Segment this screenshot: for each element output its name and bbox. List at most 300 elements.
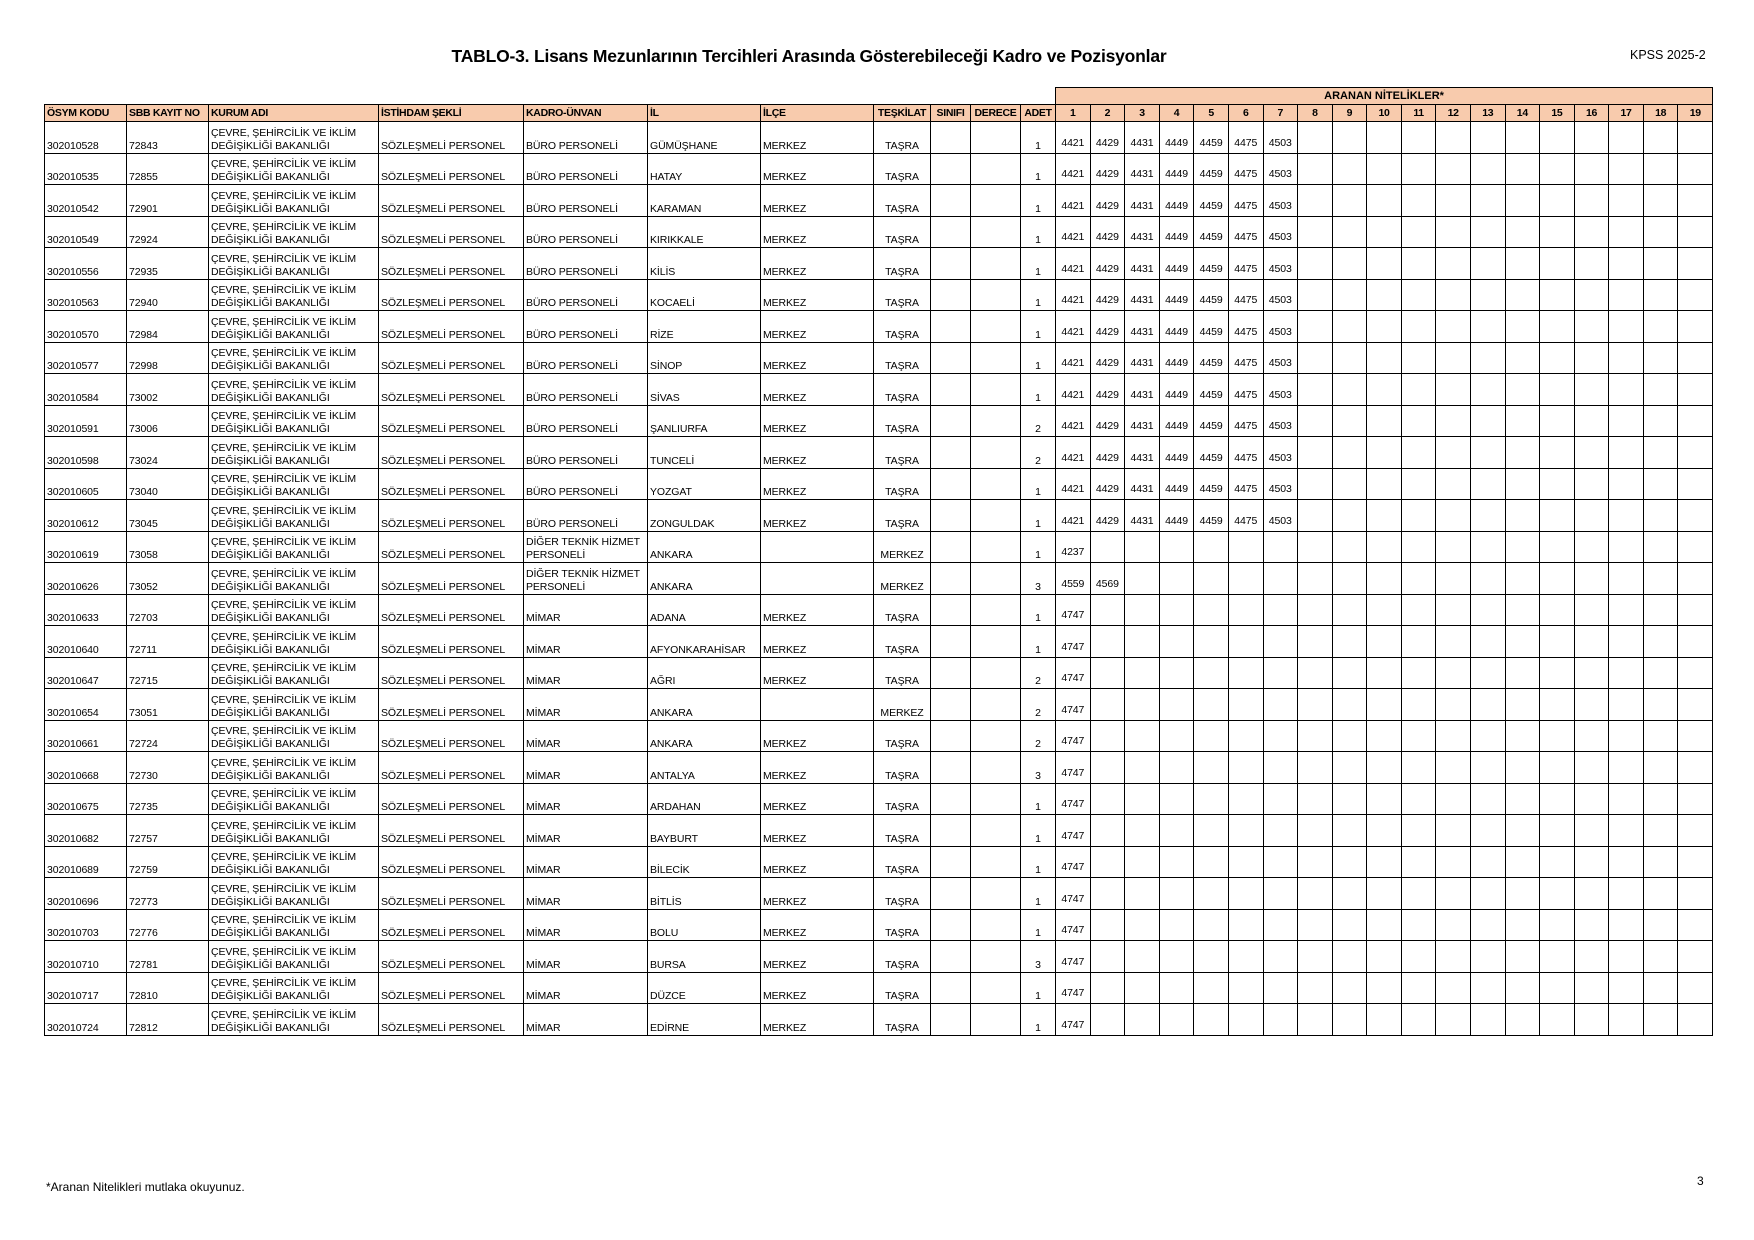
cell-nitelik-7: 4503: [1263, 405, 1298, 437]
cell-adet: 3: [1021, 563, 1056, 595]
cell-ilce: [761, 689, 874, 721]
cell-osym: 302010598: [45, 437, 127, 469]
cell-sinifi: [931, 563, 971, 595]
cell-nitelik-14: [1505, 437, 1540, 469]
positions-table: [44, 87, 1713, 1036]
cell-sinifi: [931, 972, 971, 1004]
cell-adet: 1: [1021, 815, 1056, 847]
cell-nitelik-10: [1367, 374, 1402, 406]
cell-nitelik-19: [1678, 122, 1713, 154]
cell-nitelik-14: [1505, 500, 1540, 532]
cell-nitelik-14: [1505, 374, 1540, 406]
cell-sbb: 72855: [127, 153, 209, 185]
cell-kurum: ÇEVRE, ŞEHİRCİLİK VE İKLİM DEĞİŞİKLİĞİ BAKANLIĞI: [209, 626, 379, 658]
cell-nitelik-8: [1298, 689, 1333, 721]
cell-nitelik-11: [1401, 846, 1436, 878]
cell-nitelik-13: [1470, 563, 1505, 595]
cell-adet: 1: [1021, 279, 1056, 311]
cell-derece: [971, 311, 1021, 343]
cell-sbb: 73052: [127, 563, 209, 595]
table-row: [45, 594, 1713, 626]
cell-derece: [971, 626, 1021, 658]
cell-nitelik-3: 4431: [1125, 311, 1160, 343]
cell-nitelik-13: [1470, 468, 1505, 500]
cell-sinifi: [931, 752, 971, 784]
cell-osym: 302010542: [45, 185, 127, 217]
cell-nitelik-15: [1540, 626, 1575, 658]
cell-nitelik-1: 4421: [1056, 437, 1091, 469]
cell-nitelik-9: [1332, 500, 1367, 532]
cell-kurum: ÇEVRE, ŞEHİRCİLİK VE İKLİM DEĞİŞİKLİĞİ BAKANLIĞI: [209, 720, 379, 752]
cell-kurum: ÇEVRE, ŞEHİRCİLİK VE İKLİM DEĞİŞİKLİĞİ BAKANLIĞI: [209, 468, 379, 500]
cell-nitelik-4: 4449: [1159, 216, 1194, 248]
cell-nitelik-7: 4503: [1263, 153, 1298, 185]
cell-nitelik-5: [1194, 909, 1229, 941]
cell-nitelik-9: [1332, 405, 1367, 437]
cell-osym: 302010528: [45, 122, 127, 154]
cell-osym: 302010696: [45, 878, 127, 910]
cell-nitelik-14: [1505, 563, 1540, 595]
cell-nitelik-13: [1470, 972, 1505, 1004]
cell-nitelik-3: 4431: [1125, 468, 1160, 500]
cell-nitelik-15: [1540, 437, 1575, 469]
cell-nitelik-15: [1540, 500, 1575, 532]
cell-nitelik-10: [1367, 720, 1402, 752]
cell-nitelik-11: [1401, 531, 1436, 563]
table-row: [45, 122, 1713, 154]
cell-nitelik-17: [1609, 846, 1644, 878]
cell-ilce: MERKEZ: [761, 846, 874, 878]
cell-nitelik-2: 4429: [1090, 437, 1125, 469]
cell-nitelik-3: [1125, 815, 1160, 847]
cell-derece: [971, 878, 1021, 910]
cell-kurum: ÇEVRE, ŞEHİRCİLİK VE İKLİM DEĞİŞİKLİĞİ BAKANLIĞI: [209, 689, 379, 721]
cell-nitelik-7: [1263, 657, 1298, 689]
cell-ilce: MERKEZ: [761, 878, 874, 910]
cell-teskilat: TAŞRA: [874, 342, 931, 374]
cell-nitelik-15: [1540, 185, 1575, 217]
cell-nitelik-13: [1470, 720, 1505, 752]
cell-nitelik-8: [1298, 185, 1333, 217]
cell-nitelik-10: [1367, 626, 1402, 658]
cell-nitelik-17: [1609, 626, 1644, 658]
table-row: [45, 1004, 1713, 1036]
cell-osym: 302010647: [45, 657, 127, 689]
cell-nitelik-6: [1228, 815, 1263, 847]
cell-nitelik-12: [1436, 689, 1471, 721]
cell-kurum: ÇEVRE, ŞEHİRCİLİK VE İKLİM DEĞİŞİKLİĞİ BAKANLIĞI: [209, 531, 379, 563]
nitelik-column-header: 3: [1125, 105, 1160, 122]
cell-nitelik-9: [1332, 185, 1367, 217]
cell-nitelik-4: [1159, 815, 1194, 847]
cell-nitelik-6: [1228, 657, 1263, 689]
cell-il: KOCAELİ: [648, 279, 761, 311]
cell-nitelik-16: [1574, 374, 1609, 406]
cell-nitelik-7: [1263, 689, 1298, 721]
nitelik-column-header: 9: [1332, 105, 1367, 122]
cell-kurum: ÇEVRE, ŞEHİRCİLİK VE İKLİM DEĞİŞİKLİĞİ BAKANLIĞI: [209, 783, 379, 815]
cell-nitelik-14: [1505, 279, 1540, 311]
cell-nitelik-1: 4747: [1056, 1004, 1091, 1036]
cell-nitelik-11: [1401, 405, 1436, 437]
cell-nitelik-18: [1643, 185, 1678, 217]
cell-ilce: MERKEZ: [761, 815, 874, 847]
cell-sbb: 73006: [127, 405, 209, 437]
cell-nitelik-4: [1159, 972, 1194, 1004]
cell-nitelik-15: [1540, 1004, 1575, 1036]
cell-nitelik-19: [1678, 815, 1713, 847]
cell-nitelik-10: [1367, 342, 1402, 374]
cell-nitelik-10: [1367, 153, 1402, 185]
cell-nitelik-18: [1643, 468, 1678, 500]
cell-nitelik-17: [1609, 941, 1644, 973]
cell-kurum: ÇEVRE, ŞEHİRCİLİK VE İKLİM DEĞİŞİKLİĞİ BAKANLIĞI: [209, 594, 379, 626]
cell-nitelik-9: [1332, 468, 1367, 500]
cell-nitelik-14: [1505, 846, 1540, 878]
cell-nitelik-16: [1574, 783, 1609, 815]
cell-nitelik-2: [1090, 972, 1125, 1004]
cell-nitelik-19: [1678, 752, 1713, 784]
cell-nitelik-8: [1298, 878, 1333, 910]
cell-nitelik-14: [1505, 1004, 1540, 1036]
cell-nitelik-18: [1643, 752, 1678, 784]
cell-osym: 302010668: [45, 752, 127, 784]
cell-nitelik-12: [1436, 752, 1471, 784]
cell-nitelik-8: [1298, 720, 1333, 752]
cell-il: HATAY: [648, 153, 761, 185]
cell-nitelik-4: 4449: [1159, 279, 1194, 311]
cell-nitelik-1: 4747: [1056, 909, 1091, 941]
cell-osym: 302010549: [45, 216, 127, 248]
cell-nitelik-3: 4431: [1125, 216, 1160, 248]
cell-nitelik-1: 4747: [1056, 783, 1091, 815]
cell-osym: 302010619: [45, 531, 127, 563]
cell-sinifi: [931, 153, 971, 185]
cell-nitelik-5: [1194, 941, 1229, 973]
cell-osym: 302010689: [45, 846, 127, 878]
cell-nitelik-7: [1263, 815, 1298, 847]
cell-nitelik-7: 4503: [1263, 216, 1298, 248]
cell-ilce: [761, 563, 874, 595]
cell-nitelik-11: [1401, 374, 1436, 406]
cell-nitelik-13: [1470, 248, 1505, 280]
cell-nitelik-19: [1678, 185, 1713, 217]
cell-kurum: ÇEVRE, ŞEHİRCİLİK VE İKLİM DEĞİŞİKLİĞİ BAKANLIĞI: [209, 248, 379, 280]
cell-nitelik-12: [1436, 909, 1471, 941]
cell-kadro: MİMAR: [524, 626, 648, 658]
cell-nitelik-2: [1090, 752, 1125, 784]
cell-derece: [971, 594, 1021, 626]
cell-nitelik-12: [1436, 342, 1471, 374]
cell-nitelik-7: 4503: [1263, 122, 1298, 154]
cell-derece: [971, 153, 1021, 185]
cell-osym: 302010612: [45, 500, 127, 532]
cell-istihdam: SÖZLEŞMELİ PERSONEL: [379, 311, 524, 343]
cell-nitelik-7: 4503: [1263, 374, 1298, 406]
cell-osym: 302010640: [45, 626, 127, 658]
cell-nitelik-19: [1678, 594, 1713, 626]
cell-nitelik-3: 4431: [1125, 279, 1160, 311]
cell-nitelik-7: [1263, 563, 1298, 595]
cell-nitelik-16: [1574, 594, 1609, 626]
cell-derece: [971, 563, 1021, 595]
cell-nitelik-2: 4429: [1090, 279, 1125, 311]
cell-nitelik-19: [1678, 1004, 1713, 1036]
cell-nitelik-5: 4459: [1194, 185, 1229, 217]
cell-nitelik-8: [1298, 626, 1333, 658]
cell-nitelik-18: [1643, 594, 1678, 626]
cell-nitelik-12: [1436, 185, 1471, 217]
cell-nitelik-18: [1643, 878, 1678, 910]
cell-nitelik-17: [1609, 531, 1644, 563]
column-header: SBB KAYIT NO: [127, 105, 209, 122]
cell-osym: 302010563: [45, 279, 127, 311]
cell-nitelik-8: [1298, 752, 1333, 784]
cell-nitelik-7: [1263, 909, 1298, 941]
cell-nitelik-16: [1574, 720, 1609, 752]
cell-nitelik-12: [1436, 563, 1471, 595]
cell-nitelik-12: [1436, 437, 1471, 469]
cell-nitelik-15: [1540, 531, 1575, 563]
cell-nitelik-14: [1505, 122, 1540, 154]
cell-adet: 1: [1021, 594, 1056, 626]
cell-kadro: BÜRO PERSONELİ: [524, 500, 648, 532]
cell-nitelik-1: 4559: [1056, 563, 1091, 595]
cell-nitelik-18: [1643, 1004, 1678, 1036]
cell-nitelik-14: [1505, 878, 1540, 910]
cell-nitelik-14: [1505, 909, 1540, 941]
cell-istihdam: SÖZLEŞMELİ PERSONEL: [379, 626, 524, 658]
cell-nitelik-2: [1090, 720, 1125, 752]
cell-kadro: BÜRO PERSONELİ: [524, 405, 648, 437]
cell-nitelik-18: [1643, 941, 1678, 973]
cell-sbb: 72759: [127, 846, 209, 878]
cell-teskilat: TAŞRA: [874, 783, 931, 815]
cell-osym: 302010703: [45, 909, 127, 941]
cell-nitelik-6: [1228, 689, 1263, 721]
cell-sinifi: [931, 500, 971, 532]
cell-adet: 1: [1021, 1004, 1056, 1036]
cell-istihdam: SÖZLEŞMELİ PERSONEL: [379, 657, 524, 689]
cell-il: BURSA: [648, 941, 761, 973]
cell-nitelik-4: [1159, 846, 1194, 878]
cell-nitelik-9: [1332, 941, 1367, 973]
cell-kadro: MİMAR: [524, 941, 648, 973]
cell-nitelik-14: [1505, 153, 1540, 185]
cell-nitelik-17: [1609, 783, 1644, 815]
cell-nitelik-9: [1332, 279, 1367, 311]
cell-nitelik-8: [1298, 437, 1333, 469]
cell-kadro: BÜRO PERSONELİ: [524, 216, 648, 248]
cell-nitelik-8: [1298, 374, 1333, 406]
cell-nitelik-12: [1436, 626, 1471, 658]
cell-istihdam: SÖZLEŞMELİ PERSONEL: [379, 878, 524, 910]
cell-nitelik-3: [1125, 783, 1160, 815]
cell-nitelik-15: [1540, 122, 1575, 154]
cell-ilce: MERKEZ: [761, 216, 874, 248]
cell-il: ANKARA: [648, 563, 761, 595]
cell-nitelik-7: [1263, 626, 1298, 658]
cell-nitelik-19: [1678, 311, 1713, 343]
cell-nitelik-9: [1332, 153, 1367, 185]
cell-sbb: 72940: [127, 279, 209, 311]
cell-nitelik-16: [1574, 563, 1609, 595]
cell-kadro: MİMAR: [524, 783, 648, 815]
cell-adet: 1: [1021, 972, 1056, 1004]
cell-nitelik-5: 4459: [1194, 500, 1229, 532]
cell-ilce: MERKEZ: [761, 909, 874, 941]
cell-nitelik-14: [1505, 783, 1540, 815]
cell-kurum: ÇEVRE, ŞEHİRCİLİK VE İKLİM DEĞİŞİKLİĞİ BAKANLIĞI: [209, 342, 379, 374]
cell-nitelik-4: 4449: [1159, 122, 1194, 154]
cell-nitelik-13: [1470, 311, 1505, 343]
cell-teskilat: TAŞRA: [874, 279, 931, 311]
cell-kurum: ÇEVRE, ŞEHİRCİLİK VE İKLİM DEĞİŞİKLİĞİ BAKANLIĞI: [209, 216, 379, 248]
cell-nitelik-4: [1159, 594, 1194, 626]
cell-nitelik-1: 4747: [1056, 878, 1091, 910]
cell-istihdam: SÖZLEŞMELİ PERSONEL: [379, 531, 524, 563]
cell-nitelik-1: 4421: [1056, 311, 1091, 343]
cell-nitelik-8: [1298, 941, 1333, 973]
cell-nitelik-4: 4449: [1159, 153, 1194, 185]
cell-nitelik-8: [1298, 815, 1333, 847]
cell-nitelik-9: [1332, 216, 1367, 248]
cell-nitelik-6: [1228, 941, 1263, 973]
cell-nitelik-12: [1436, 594, 1471, 626]
cell-kadro: BÜRO PERSONELİ: [524, 342, 648, 374]
cell-sbb: 73058: [127, 531, 209, 563]
cell-kadro: DİĞER TEKNİK HİZMET PERSONELİ: [524, 531, 648, 563]
cell-teskilat: MERKEZ: [874, 563, 931, 595]
cell-nitelik-19: [1678, 405, 1713, 437]
cell-nitelik-1: 4421: [1056, 279, 1091, 311]
column-header: DERECE: [971, 105, 1021, 122]
cell-nitelik-3: [1125, 563, 1160, 595]
table-row: [45, 626, 1713, 658]
cell-kadro: MİMAR: [524, 972, 648, 1004]
cell-adet: 3: [1021, 941, 1056, 973]
cell-derece: [971, 941, 1021, 973]
table-row: [45, 941, 1713, 973]
cell-kadro: BÜRO PERSONELİ: [524, 374, 648, 406]
cell-nitelik-6: 4475: [1228, 500, 1263, 532]
cell-nitelik-17: [1609, 563, 1644, 595]
column-header: SINIFI: [931, 105, 971, 122]
cell-nitelik-11: [1401, 563, 1436, 595]
cell-nitelik-8: [1298, 248, 1333, 280]
table-row: [45, 437, 1713, 469]
cell-adet: 1: [1021, 468, 1056, 500]
cell-osym: 302010584: [45, 374, 127, 406]
cell-nitelik-11: [1401, 815, 1436, 847]
cell-nitelik-14: [1505, 185, 1540, 217]
cell-il: ANKARA: [648, 689, 761, 721]
cell-derece: [971, 909, 1021, 941]
cell-nitelik-17: [1609, 909, 1644, 941]
cell-nitelik-2: [1090, 783, 1125, 815]
cell-nitelik-6: [1228, 626, 1263, 658]
cell-istihdam: SÖZLEŞMELİ PERSONEL: [379, 815, 524, 847]
table-row: [45, 909, 1713, 941]
cell-nitelik-15: [1540, 468, 1575, 500]
cell-osym: 302010626: [45, 563, 127, 595]
cell-nitelik-18: [1643, 374, 1678, 406]
cell-sbb: 73051: [127, 689, 209, 721]
table-row: [45, 752, 1713, 784]
cell-nitelik-13: [1470, 531, 1505, 563]
cell-nitelik-11: [1401, 437, 1436, 469]
cell-nitelik-18: [1643, 720, 1678, 752]
cell-nitelik-15: [1540, 342, 1575, 374]
cell-nitelik-19: [1678, 783, 1713, 815]
cell-nitelik-16: [1574, 657, 1609, 689]
cell-nitelik-1: 4421: [1056, 122, 1091, 154]
cell-nitelik-1: 4747: [1056, 752, 1091, 784]
band-spacer: [45, 88, 1056, 105]
cell-nitelik-3: [1125, 941, 1160, 973]
cell-istihdam: SÖZLEŞMELİ PERSONEL: [379, 909, 524, 941]
cell-nitelik-19: [1678, 216, 1713, 248]
table-row: [45, 374, 1713, 406]
cell-sbb: 72984: [127, 311, 209, 343]
cell-nitelik-2: 4429: [1090, 374, 1125, 406]
cell-nitelik-5: [1194, 720, 1229, 752]
cell-sinifi: [931, 909, 971, 941]
cell-sinifi: [931, 689, 971, 721]
cell-osym: 302010661: [45, 720, 127, 752]
cell-nitelik-12: [1436, 846, 1471, 878]
cell-nitelik-12: [1436, 815, 1471, 847]
cell-nitelik-5: [1194, 689, 1229, 721]
cell-ilce: MERKEZ: [761, 405, 874, 437]
nitelik-column-header: 8: [1298, 105, 1333, 122]
cell-nitelik-16: [1574, 1004, 1609, 1036]
cell-nitelik-11: [1401, 342, 1436, 374]
cell-nitelik-11: [1401, 657, 1436, 689]
cell-nitelik-3: 4431: [1125, 185, 1160, 217]
cell-nitelik-9: [1332, 783, 1367, 815]
cell-teskilat: TAŞRA: [874, 153, 931, 185]
cell-kurum: ÇEVRE, ŞEHİRCİLİK VE İKLİM DEĞİŞİKLİĞİ BAKANLIĞI: [209, 1004, 379, 1036]
cell-nitelik-11: [1401, 1004, 1436, 1036]
cell-derece: [971, 531, 1021, 563]
cell-nitelik-8: [1298, 1004, 1333, 1036]
cell-sinifi: [931, 846, 971, 878]
cell-teskilat: TAŞRA: [874, 720, 931, 752]
cell-nitelik-17: [1609, 1004, 1644, 1036]
cell-nitelik-2: 4569: [1090, 563, 1125, 595]
cell-nitelik-4: 4449: [1159, 342, 1194, 374]
cell-istihdam: SÖZLEŞMELİ PERSONEL: [379, 248, 524, 280]
cell-nitelik-15: [1540, 878, 1575, 910]
cell-nitelik-17: [1609, 279, 1644, 311]
cell-teskilat: TAŞRA: [874, 311, 931, 343]
cell-istihdam: SÖZLEŞMELİ PERSONEL: [379, 594, 524, 626]
cell-nitelik-1: 4421: [1056, 248, 1091, 280]
cell-nitelik-8: [1298, 657, 1333, 689]
cell-nitelik-13: [1470, 405, 1505, 437]
cell-teskilat: TAŞRA: [874, 468, 931, 500]
cell-derece: [971, 279, 1021, 311]
cell-nitelik-10: [1367, 941, 1402, 973]
cell-adet: 1: [1021, 531, 1056, 563]
cell-nitelik-6: 4475: [1228, 374, 1263, 406]
cell-nitelik-5: [1194, 626, 1229, 658]
cell-nitelik-16: [1574, 531, 1609, 563]
cell-nitelik-5: 4459: [1194, 374, 1229, 406]
cell-nitelik-4: 4449: [1159, 468, 1194, 500]
cell-adet: 1: [1021, 342, 1056, 374]
